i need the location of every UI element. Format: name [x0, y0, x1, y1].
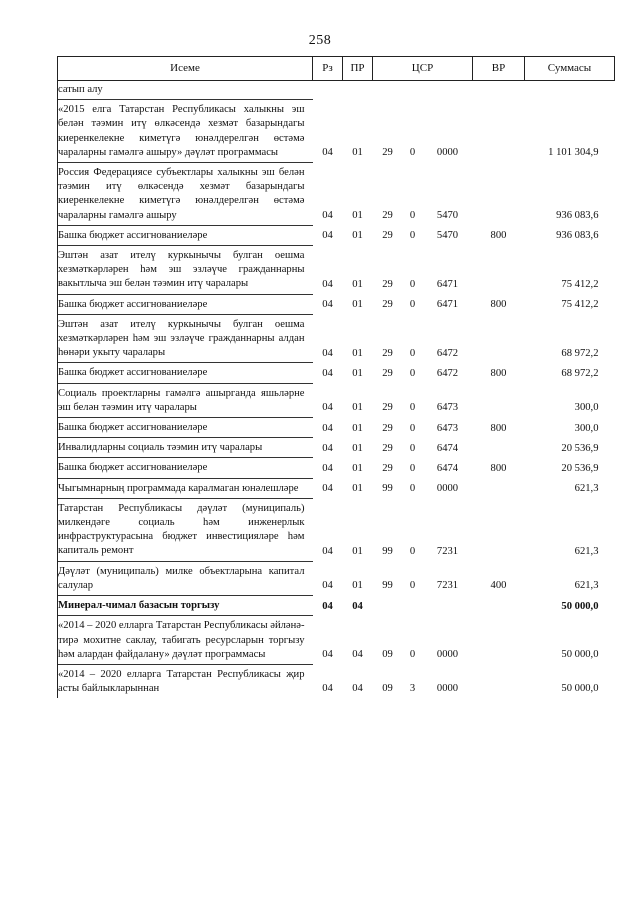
- cell-sum: 621,3: [574, 483, 599, 495]
- cell-pr: 04: [352, 683, 363, 695]
- cell-c2: 0: [409, 545, 416, 557]
- cell-name: Башка бюджет ассигнованиеләре: [58, 418, 313, 438]
- table-row: [58, 498, 615, 561]
- header-sum: Суммасы: [525, 57, 615, 81]
- cell-c2: 0: [409, 649, 416, 661]
- table-body: [58, 81, 615, 699]
- cell-c3: 0000: [436, 649, 459, 661]
- cell-c2: 3: [409, 683, 416, 695]
- cell-rz: 04: [322, 545, 333, 557]
- cell-c2: 0: [409, 278, 416, 290]
- cell-c2: 0: [409, 147, 416, 159]
- cell-pr: 01: [352, 367, 363, 379]
- cell-vr: [473, 163, 525, 226]
- table-row: [58, 294, 615, 314]
- table-row: [58, 100, 615, 163]
- cell-pr: 04: [352, 600, 363, 612]
- cell-vr: [473, 438, 525, 458]
- header-vr: ВР: [473, 57, 525, 81]
- cell-name: Эштән азат ителү куркынычы булган оешма хезмәткәрләрен һәм эш эзләүче гражданнарны алдан һөнәри укыту чаралары: [58, 314, 313, 363]
- cell-name: Инвалидларны социаль тәэмин итү чаралары: [58, 438, 313, 458]
- cell-c1: 29: [382, 402, 393, 414]
- table-row: [58, 81, 615, 100]
- cell-c2: [403, 596, 423, 616]
- cell-name: сатып алу: [58, 81, 313, 100]
- table-row: [58, 418, 615, 438]
- table-row: [58, 163, 615, 226]
- cell-pr: 01: [352, 278, 363, 290]
- cell-rz: 04: [322, 580, 333, 592]
- table-header-row: [58, 57, 615, 81]
- cell-sum: 50 000,0: [561, 683, 599, 695]
- cell-sum: 75 412,2: [561, 278, 599, 290]
- cell-sum: 20 536,9: [561, 442, 599, 454]
- header-csr: ЦСР: [373, 57, 473, 81]
- cell-pr: 01: [352, 442, 363, 454]
- cell-c2: 0: [409, 402, 416, 414]
- cell-c1: 29: [382, 230, 393, 242]
- header-pr: ПР: [343, 57, 373, 81]
- cell-rz: 04: [322, 347, 333, 359]
- cell-c1: 29: [382, 147, 393, 159]
- cell-vr: [473, 100, 525, 163]
- table-row: [58, 383, 615, 417]
- cell-pr: 01: [352, 462, 363, 474]
- cell-sum: 300,0: [574, 402, 599, 414]
- cell-vr: [473, 664, 525, 698]
- cell-pr: 01: [352, 580, 363, 592]
- cell-c2: 0: [409, 347, 416, 359]
- cell-vr: 400: [490, 580, 507, 592]
- cell-vr: [473, 81, 525, 100]
- cell-c1: 29: [382, 462, 393, 474]
- cell-rz: 04: [322, 147, 333, 159]
- cell-c3: [423, 81, 473, 100]
- cell-pr: 01: [352, 210, 363, 222]
- cell-vr: 800: [490, 422, 507, 434]
- cell-c3: 5470: [436, 210, 459, 222]
- table-row: [58, 478, 615, 498]
- cell-c1: [373, 596, 403, 616]
- cell-sum: 50 000,0: [561, 649, 599, 661]
- cell-vr: 800: [490, 462, 507, 474]
- cell-vr: [473, 383, 525, 417]
- cell-c2: 0: [409, 483, 416, 495]
- table-row: [58, 246, 615, 295]
- cell-sum: [525, 81, 615, 100]
- cell-name: «2015 елга Татарстан Республикасы халыкны эш белән тәэмин итү өлкәсендә хезмәт базарындагы киеренкелекне киметүгә юнәлдерелгән өстәмә чараларны гамәлгә ашыру» дәүләт программасы: [58, 100, 313, 163]
- table-row: [58, 458, 615, 478]
- cell-sum: 300,0: [574, 422, 599, 434]
- cell-pr: 01: [352, 483, 363, 495]
- cell-name: Татарстан Республикасы дәүләт (муниципаль) милкендәге социаль һәм инженерлык инфраструктурасына бюджет инвестицияләре һәм капиталь ремонт: [58, 498, 313, 561]
- cell-rz: 04: [322, 462, 333, 474]
- cell-c3: 6473: [436, 402, 459, 414]
- cell-vr: [473, 596, 525, 616]
- cell-pr: 01: [352, 402, 363, 414]
- cell-rz: 04: [322, 422, 333, 434]
- cell-rz: 04: [322, 402, 333, 414]
- cell-c1: 29: [382, 347, 393, 359]
- cell-name: Чыгымнарның программада каралмаган юнәлешләре: [58, 478, 313, 498]
- cell-rz: 04: [322, 210, 333, 222]
- cell-c2: 0: [409, 580, 416, 592]
- cell-rz: 04: [322, 230, 333, 242]
- cell-rz: 04: [322, 299, 333, 311]
- cell-rz: 04: [322, 683, 333, 695]
- cell-c1: 29: [382, 299, 393, 311]
- cell-rz: 04: [322, 278, 333, 290]
- cell-rz: 04: [322, 649, 333, 661]
- cell-pr: 01: [352, 299, 363, 311]
- cell-name: «2014 – 2020 елларга Татарстан Республикасы әйләнә-тирә мохитне саклау, табигать ресурсларын торгызу һәм алардан файдалану» дәүләт программасы: [58, 616, 313, 665]
- cell-rz: 04: [322, 483, 333, 495]
- table-row: [58, 596, 615, 616]
- cell-c2: 0: [409, 422, 416, 434]
- cell-c2: 0: [409, 230, 416, 242]
- page-number: 258: [308, 33, 332, 48]
- cell-vr: 800: [490, 367, 507, 379]
- cell-sum: 68 972,2: [561, 367, 599, 379]
- cell-name: Эштән азат ителү куркынычы булган оешма хезмәткәрләрен һәм эш эзләүче гражданнарны вакытлыча эш белән тәэмин итү чаралары: [58, 246, 313, 295]
- cell-c1: 29: [382, 210, 393, 222]
- cell-c3: 7231: [436, 580, 459, 592]
- header-rz: Рз: [313, 57, 343, 81]
- cell-pr: 01: [352, 422, 363, 434]
- cell-pr: 01: [352, 347, 363, 359]
- cell-c2: 0: [409, 367, 416, 379]
- cell-c3: [423, 596, 473, 616]
- cell-sum: 20 536,9: [561, 462, 599, 474]
- cell-c3: 5470: [436, 230, 459, 242]
- cell-c3: 7231: [436, 545, 459, 557]
- table-row: [58, 363, 615, 383]
- cell-vr: [473, 246, 525, 295]
- cell-pr: 04: [352, 649, 363, 661]
- cell-c3: 0000: [436, 147, 459, 159]
- cell-sum: 936 083,6: [556, 230, 599, 242]
- cell-c2: 0: [409, 299, 416, 311]
- cell-vr: [473, 478, 525, 498]
- cell-c1: 29: [382, 278, 393, 290]
- cell-rz: 04: [322, 367, 333, 379]
- cell-c3: 6473: [436, 422, 459, 434]
- cell-c3: 0000: [436, 483, 459, 495]
- cell-sum: 1 101 304,9: [548, 147, 599, 159]
- cell-c3: 6472: [436, 347, 459, 359]
- cell-c3: 6471: [436, 278, 459, 290]
- cell-c2: 0: [409, 210, 416, 222]
- cell-vr: 800: [490, 299, 507, 311]
- cell-c1: 09: [382, 683, 393, 695]
- cell-name: Башка бюджет ассигнованиеләре: [58, 294, 313, 314]
- table-row: [58, 314, 615, 363]
- table-row: [58, 616, 615, 665]
- cell-pr: 01: [352, 147, 363, 159]
- cell-c2: 0: [409, 462, 416, 474]
- cell-c3: 6471: [436, 299, 459, 311]
- cell-c3: 6474: [436, 442, 459, 454]
- cell-c1: 09: [382, 649, 393, 661]
- cell-c2: 0: [409, 442, 416, 454]
- cell-c2: [403, 81, 423, 100]
- cell-name: Башка бюджет ассигнованиеләре: [58, 458, 313, 478]
- table-row: [58, 438, 615, 458]
- table-row: [58, 561, 615, 595]
- cell-c3: 6474: [436, 462, 459, 474]
- cell-pr: 01: [352, 230, 363, 242]
- cell-sum: 50 000,0: [561, 600, 599, 612]
- cell-pr: 01: [352, 545, 363, 557]
- cell-sum: 75 412,2: [561, 299, 599, 311]
- cell-name: Социаль проектларны гамәлгә ашырганда яшьләрне эш белән тәэмин итү чаралары: [58, 383, 313, 417]
- cell-c1: 29: [382, 442, 393, 454]
- cell-c1: 99: [382, 545, 393, 557]
- cell-name: Дәүләт (муниципаль) милке объектларына капитал салулар: [58, 561, 313, 595]
- cell-name: «2014 – 2020 елларга Татарстан Республикасы җир асты байлыкларыннан: [58, 664, 313, 698]
- cell-rz: 04: [322, 442, 333, 454]
- cell-name: Россия Федерациясе субъектлары халыкны эш белән тәэмин итү өлкәсендә хезмәт базарындагы киеренкелекне киметүгә юнәлдерелгән өстәмә чараларны гамәлгә ашыру: [58, 163, 313, 226]
- cell-vr: [473, 498, 525, 561]
- cell-sum: 621,3: [574, 580, 599, 592]
- cell-c1: 29: [382, 422, 393, 434]
- cell-name: Башка бюджет ассигнованиеләре: [58, 225, 313, 245]
- cell-name: Минерал-чимал базасын торгызу: [58, 596, 313, 616]
- header-name: Исеме: [58, 57, 313, 81]
- cell-name: Башка бюджет ассигнованиеләре: [58, 363, 313, 383]
- cell-c1: 29: [382, 367, 393, 379]
- cell-c1: 99: [382, 580, 393, 592]
- table-row: [58, 225, 615, 245]
- cell-rz: 04: [322, 600, 333, 612]
- cell-sum: 621,3: [574, 545, 599, 557]
- cell-c1: 99: [382, 483, 393, 495]
- cell-c3: 6472: [436, 367, 459, 379]
- cell-sum: 936 083,6: [556, 210, 599, 222]
- cell-c3: 0000: [436, 683, 459, 695]
- cell-vr: 800: [490, 230, 507, 242]
- cell-sum: 68 972,2: [561, 347, 599, 359]
- table-row: [58, 664, 615, 698]
- cell-rz: [313, 81, 343, 100]
- budget-table: [57, 56, 615, 698]
- cell-vr: [473, 314, 525, 363]
- cell-c1: [373, 81, 403, 100]
- cell-pr: [343, 81, 373, 100]
- cell-vr: [473, 616, 525, 665]
